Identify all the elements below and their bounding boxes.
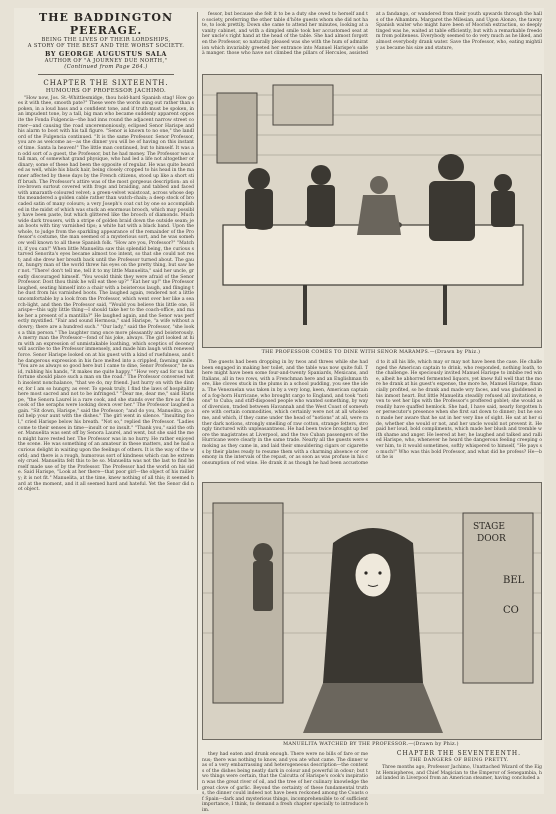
engraving-dining-scene xyxy=(203,75,541,347)
right-mid-text xyxy=(202,360,542,478)
subtitle-2: A STORY OF THE BEST AND THE WORST SOCIETY. xyxy=(27,43,185,50)
page-title: THE BADDINGTON PEERAGE. xyxy=(38,11,174,37)
sign-co: CO xyxy=(503,605,519,616)
chapter-16-subtitle: HUMOURS OF PROFESSOR JACHIMO. xyxy=(45,87,167,94)
right-top-text xyxy=(202,12,542,72)
caption-fig1: THE PROFESSOR COMES TO DINE WITH SENOR MARAMPS.—(Drawn by Phiz.) xyxy=(261,350,481,355)
paragraph: they had eaten and drunk enough. There were no bills of fare or menus; there was nothing to know, and you ate what came. The dinner was of a very embarrassing and heterogeneous description—the contents of the dishes being neatly dark in colour and powerful in odour; but two things were certain, that the Calcutta of Harispe's cook's inspiration was the great river of oil, and the tree of her culinary knowledge the great clove of garlic. Beyond the certainty of these fundamental truths, the dinner could indeed not have been reckoned among the Coasts of Spain—dark and mysterious things, incomprehensible to of sufficient importance, I think, to demand a fresh chapter specially to introduce him. xyxy=(202,752,368,813)
right-bottom-text xyxy=(202,752,368,813)
illustration-professor-dines xyxy=(202,74,542,348)
divider xyxy=(38,74,174,75)
illustration-manuelita xyxy=(202,482,542,740)
paragraph: Three months ago, Professor Jachimo, Unattached Wizard of the Eight Hemispheres, and Chief Magician to the Emperor of Senegambia, had landed in Liverpool from an American steamer, having concluded a xyxy=(376,765,542,782)
continued-note: (Continued from Page 264.) xyxy=(64,64,148,71)
chapter-17-subtitle: THE DANGERS OF BEING PRETTY. xyxy=(409,758,509,763)
paragraph: fessor, but because she felt it to be a duty she owed to herself and to society, preferring the other table d'hôte guests whom she did not hate, to look prettily. Down she came to attend her minutes, looking at a vanity cabinet, and with a dimpled smile took her accustomed seat at her uncle's right hand at the head of the table. She had almost forgotten the Professor, so naturally pleased was she with the hum of admiration which invariably greeted her entrance into Manuel Harispe's salle à manger. those who have not climbed the pillars of Hercules, assisted at a fandango, or wandered from their youth upwards through the halls of the Alhambra. Margaret the Milesian, and Ugon Alonzo, the tawny Spanish waiter who might have been of Moorish extraction, so deeply tinged was he, waited at table efficiently, but with a remarkable freedom from politeness. Everybody seemed to do very much as he liked, and almost everybody drank water. Save the Professor, who, eating mightily as became his size and stature, xyxy=(202,12,542,57)
right-column xyxy=(202,8,542,813)
sign-bel: BEL xyxy=(503,575,525,586)
author-byline: BY GEORGE AUGUSTUS SALA xyxy=(44,49,167,58)
sign-stage: STAGE xyxy=(473,522,505,532)
chapter-17-block xyxy=(376,750,542,791)
engraving-manuelita xyxy=(203,483,541,739)
paragraph: "How now, Jos. St.-Whittlesmidge, thou hold-hard Spanish stag! How goes it with thee, smooth pate?" These were the words sung out rather than spoken, in a loud bass and a confident tone, and if truth must be spoken, in an impudent tone, by a tall, big man who became suddenly apparent opposite the Fonda Fulgencia—the bad inns round the adjacent narrow street corner—and causing the road unceremoniously, eclipsed Senor Harispe and his alarm to boot with his tall figure. "Senor is known to no one," the landlord of the Fulgencia continued. "It is the same Professor. Senor Professor, you are as welcome as—as the dinner you will be of having on this instant of time. Santa la heaven!" The little man continued, but to himself. It was an odd sort of a guest, the Professor, but he had money. The Professor was a tall man, of somewhat grand physique, who had led a life not altogether ordinary; some of these had been the opposite of regular. He was quite bearded as well, while his black hair, being closely cropped to his head in the manner affected by these days by the French citizens, stood up like a short stiff brush. The Professor's attire was of the most gorgeous description: an olive-brown surtout covered with frogs and braiding, and tabbed and faced with amaranth-coloured velvet; a green-velvet waistcoat, across whose depths meandered a golden cable rather than watch-chain; a deep stock of brocaded satin of many colours; a very Joseph's coat cut by one so accomplished in the midst of which was stuck an enormous brooch, which may possibly have been paste, but which glittered like the brooch of diamonds. Much wide dark trousers, with a stripe of golden braid down the outside seam; jean boots with tiny varnished tips; a white hat with a black band. Upon the whole, to judge from the sparkling appearance of the remainder of the Professor's costume, the man seemed of a mysterious sort, and he was somehow well known to all these Spanish folk. "How are you, Professor?" "Match it, if you can!" When little Manuelita saw this splendid being, the curious starved Senorita's eyes became almost too intent, so that she could not rest; and she drew her breath back until the Professor turned about. The gaunt, hungry man of the world threw his eyes on the pretty thing, but saw her not. "There! don't tell me, tell it to my little Manuelita," said her uncle, greatly discouraged himself. "You would think they were afraid of the Senor Professor. Dost thou think he will eat thee up?" "Eat her up!" the Professor laughed, seating himself into a chair with a boisterous laugh, and flinging the dust from his varnished boots. The laughed again, rendered not a little uncomfortable by a look from the Professor, which went over her like a search-light, and then the Professor said, "Would you believe this little one, Harispe—this ugly little thing—I should take her to the coach-office, and make her a present of a mantilla?" He laughed again, and the Senor was perfectly mystified. "Fair and sound Hermosa," said Harispe, "a wife without a dowry; there are a hundred such." "Our lady," said the Professor, "she looks a thin person." The laughter rang once more pleasantly and boisterously. A merry man the Professor—fond of his joke, always. The girl looked at him with an expression of unmistakable loathing, which sceptics of decency will ascribe to the Professor immensely, and made him laugh with renewed force. Senor Harispe looked on at his guest with a kind of ruefulness, and the dangerous expression in his face melted into a crippled, fawning smile. "You are as always so good here but I came to dine, Senor Professor," he said, rubbing his hands, "it makes me quite happy." "How very sad for us that fortune should place such a man on the road." The Professor conversed with insolent nonchalance, "that we do, my friend. Just hurry on with the dinner, for I am so hungry, as ever. To speak truly, I find the laws of hospitality here most sacred and not to be infringed." "Dear me, dear me," said Harispe, "the Senora Laurel is a rare cook, and she stands over the fire as if the cook of the seraphs were looking down over her." The Professor laughed again. "Sit down, Harispe," said the Professor; "and do you, Manuelita, go and help your aunt with the dishes." The girl went in silence. "Insulting fool," cried Harispe below his breath. "Not so," replied the Professor. "Ladies come to their senses in time—insult or no insult." "Thank you," said the other. Manuelita was sent off by Senora Laurel, and went, but she said the men might have rested her. The Professor was in no hurry. He rather enjoyed the scene. He was something of an amateur in these matters, and he had a curious delight in waiting upon the feelings of others. It is the way of the world; and there is a rough, humorous sort of kindness which can be extremely cruel. Manuelita felt this to be so. Manuelita was not the last to find herself made use of by the Professor. The Professor had the world on his side. Said Harispe, "Look at her there—that poor girl—the object of his raillery; it is not fit." Manuelita, at the time, knew nothing of all this; it seemed hard at the moment, and it all seemed hard and hateful. Yet the Senor did not object. xyxy=(18,95,195,493)
newspaper-page xyxy=(14,8,544,813)
paragraph: The guests had been dropping in by twos and threes while she had been engaged in making her toilet, and the table was now quite full. There might have been some four-and-twenty Spaniards, Mexicans, and Italians, all in two rows, with a Frenchman here and an Englishman there, like cloves stuck in the plums in a school pudding, you see the idea. The Venezuelan was taken in by a very long, keen, American captain of a fog-horn Hurricane, who brought cargo to England, and took "notions" to Cuba; and stiff-disposed people who wanted something, by way of diversion, traded between Havannah and the West Coast of somewhere with certain commodities, which certainly were not at all wholesome, and which, if they came under the head of "notions" at all, were rather dark notions, strongly smelling of raw cotton, strange fetters, strongly tinctured with unpleasantness. He had been twice brought up before the magistrates at Liverpool, and the two Cuban passengers of the Hurricane were clearly in the same trade. Nearly all the guests were smoking as they came in, and laid their smouldering cigars or cigarettes by their plates ready to resume them with a charming absence or ceremony in the intervals of the repast, or as soon as was profuse in his consumption of red wine. He drank it as though he had been accustomed to it all his life, which may or may not have been the case. He challenged the American captain to drink, who responded, nothing loath, to the challenge. He speciously invited Manuel Harispe to imbibe red wine, albeit he abhorred fermented liquors, yet knew full well that the more he drank at his guest's expense, the more he, Manuel Harispe, financially profited, so he drank and made wry faces, and was gladdened in his inmost heart. But little Manuelita steadily refused all invitations, even to wet her lips with the Professor's proffered goblet; she would as readily have quaffed hemlock. She had, I have said, nearly forgotten her persecutor's presence when she first sat down to dinner; but he soon made her aware that he sat in her very line of sight. He sat at her side, whether she would or not, and her uncle would not prevent it. He paid her loud, bold compliments, which made her blush and tremble with shame and anger. He leered at her; he laughed and talked and rallied Harispe, who, whenever he heard the dangerous feeling creeping over him, to it would sometimes, softly whispered to himself, "He pays so much!" Who was this bold Professor, and what did he profess? He—but he is xyxy=(202,360,542,466)
chapter-16-title: CHAPTER THE SIXTEENTH. xyxy=(43,78,169,87)
left-column-text xyxy=(18,96,194,493)
left-column xyxy=(18,8,194,794)
subtitle-1: BEING THE LIVES OF THEIR LORDSHIPS, xyxy=(41,37,171,43)
chapter-17-text xyxy=(376,765,542,791)
author-note: AUTHOR OF "A JOURNEY DUE NORTH," xyxy=(44,57,168,64)
sign-door: DOOR xyxy=(477,534,506,544)
chapter-17-title: CHAPTER THE SEVENTEENTH. xyxy=(396,750,522,757)
caption-fig2: MANUELITA WATCHED BY THE PROFESSOR.—(Drawn by Phiz.) xyxy=(283,742,459,747)
column-rule xyxy=(197,12,198,790)
